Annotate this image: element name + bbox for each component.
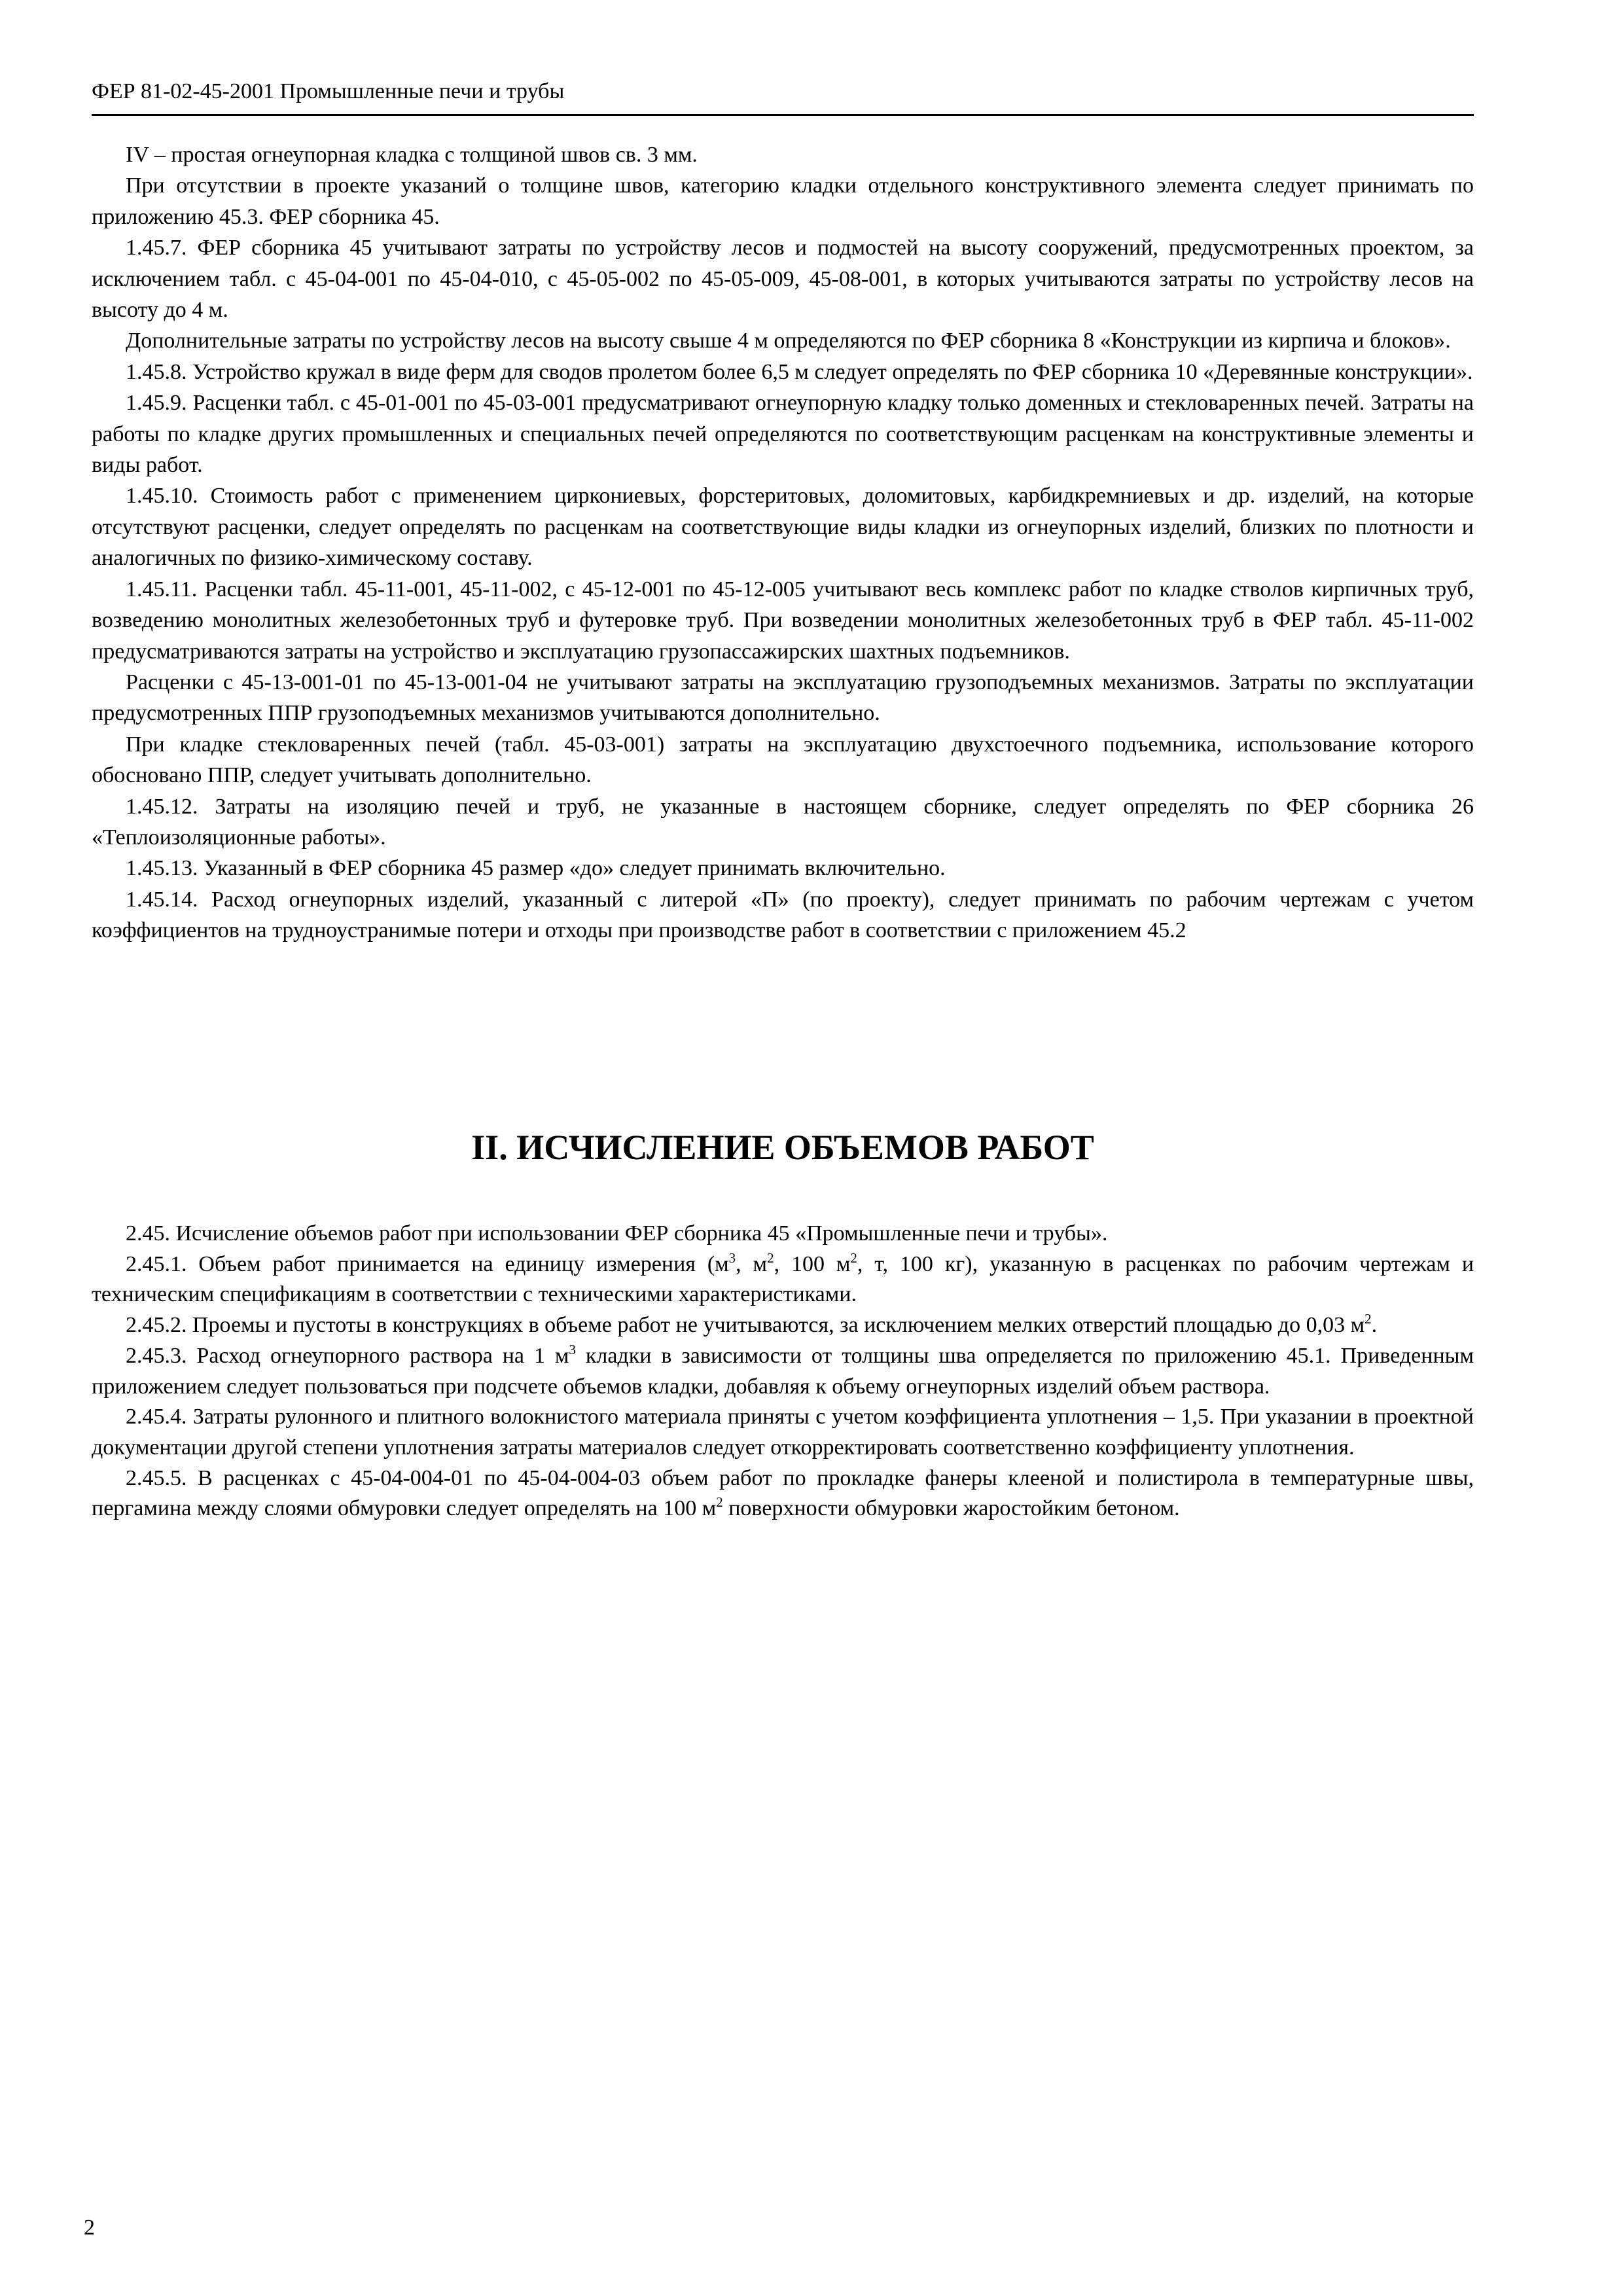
text-run: . [1371, 1313, 1378, 1338]
paragraph: 1.45.13. Указанный в ФЕР сборника 45 размер «до» следует принимать включительно. [126, 856, 946, 881]
text-run: , т, 100 кг), указанную в расценках по рабочим чертежам и техническим спецификациям в соответствии с техническими характеристиками. [92, 1251, 1474, 1307]
section-paragraph: 2.45.4. Затраты рулонного и плитного волокнистого материала приняты с учетом коэффициента уплотнения – 1,5. При указании в проектной документации другой степени уплотнения затраты материалов следует откорректировать соответственно коэффициенту уплотнения. [92, 1405, 1474, 1460]
paragraph: При кладке стекловаренных печей (табл. 45-03-001) затраты на эксплуатацию двухстоечного подъемника, использование которого обосновано ППР, следует учитывать дополнительно. [92, 732, 1474, 788]
section-text [92, 1219, 1474, 1524]
text-run: кладки в зависимости от толщины шва определяется по приложению 45.1. Приведенным приложением следует пользоваться при подсчете объемов кладки, добавляя к объему огнеупорных изделий объем раствора. [92, 1343, 1474, 1399]
text-run: 2.45.1. Объем работ принимается на единицу измерения (м [126, 1251, 729, 1276]
paragraph: 1.45.7. ФЕР сборника 45 учитывают затраты по устройству лесов и подмостей на высоту сооружений, предусмотренных проектом, за исключением табл. с 45-04-001 по 45-04-010, с 45-05-002 по 45-05-009, 45-08-001, в которых учитываются затраты по устройству лесов на высоту до 4 м. [92, 236, 1474, 323]
text-run: 2.45.5. В расценках с 45-04-004-01 по 45-04-004-03 объем работ по прокладке фанеры клееной и полистирола в температурные швы, пергамина между слоями обмуровки следует определять на 100 м [92, 1465, 1474, 1521]
superscript: 2 [767, 1249, 774, 1266]
paragraph: IV – простая огнеупорная кладка с толщиной швов св. 3 мм. [126, 143, 698, 167]
paragraph: 1.45.10. Стоимость работ с применением циркониевых, форстеритовых, доломитовых, карбидкремниевых и др. изделий, на которые отсутствуют расценки, следует определять по расценкам на соответствующие виды кладки из огнеупорных изделий, близких по плотности и аналогичных по физико-химическому составу. [92, 484, 1474, 571]
section-paragraph: 2.45. Исчисление объемов работ при использовании ФЕР сборника 45 «Промышленные печи и трубы». [126, 1221, 1108, 1246]
document-title: ФЕР 81-02-45-2001 Промышленные печи и трубы [92, 79, 565, 103]
section-paragraph [92, 1249, 1474, 1310]
page-header [92, 77, 1474, 116]
section-paragraph [92, 1463, 1474, 1524]
text-run: 2.45.3. Расход огнеупорного раствора на 1 м [126, 1343, 569, 1368]
paragraph: 1.45.8. Устройство кружал в виде ферм для сводов пролетом более 6,5 м следует определять по ФЕР сборника 10 «Деревянные конструкции». [126, 359, 1473, 384]
section-paragraph [92, 1310, 1474, 1341]
paragraph: 1.45.12. Затраты на изоляцию печей и труб, не указанные в настоящем сборнике, следует определять по ФЕР сборника 26 «Теплоизоляционные работы». [92, 794, 1474, 850]
superscript: 3 [728, 1249, 736, 1266]
body-text [92, 139, 1474, 946]
paragraph: При отсутствии в проекте указаний о толщине швов, категорию кладки отдельного конструктивного элемента следует принимать по приложению 45.3. ФЕР сборника 45. [92, 173, 1474, 229]
text-run: , 100 м [774, 1251, 851, 1276]
superscript: 2 [1364, 1311, 1372, 1327]
paragraph: 1.45.14. Расход огнеупорных изделий, указанный с литерой «П» (по проекту), следует принимать по рабочим чертежам с учетом коэффициентов на трудноустранимые потери и отходы при производстве работ в соответствии с приложением 45.2 [92, 887, 1474, 943]
text-run: 2.45.2. Проемы и пустоты в конструкциях в объеме работ не учитываются, за исключением мелких отверстий площадью до 0,03 м [126, 1313, 1365, 1338]
superscript: 2 [850, 1249, 857, 1266]
section-heading: II. ИСЧИСЛЕНИЕ ОБЪЕМОВ РАБОТ [471, 1128, 1094, 1167]
paragraph: 1.45.9. Расценки табл. с 45-01-001 по 45-03-001 предусматривают огнеупорную кладку только доменных и стекловаренных печей. Затраты на работы по кладке других промышленных и специальных печей определяются по соответствующим расценкам на конструктивные элементы и виды работ. [92, 391, 1474, 478]
superscript: 2 [716, 1494, 723, 1511]
paragraph: 1.45.11. Расценки табл. 45-11-001, 45-11-002, с 45-12-001 по 45-12-005 учитывают весь комплекс работ по кладке стволов кирпичных труб, возведению монолитных железобетонных труб и футеровке труб. При возведении монолитных железобетонных труб в ФЕР табл. 45-11-002 предусматриваются затраты на устройство и эксплуатацию грузопассажирских шахтных подъемников. [92, 577, 1474, 664]
superscript: 3 [569, 1341, 576, 1357]
text-run: , м [736, 1251, 768, 1276]
text-run: поверхности обмуровки жаростойким бетоном. [722, 1496, 1180, 1521]
section-paragraph [92, 1341, 1474, 1402]
page-number: 2 [84, 2215, 95, 2240]
paragraph: Расценки с 45-13-001-01 по 45-13-001-04 не учитывают затраты на эксплуатацию грузоподъемных механизмов. Затраты по эксплуатации предусмотренных ППР грузоподъемных механизмов учитываются дополнительно. [92, 670, 1474, 726]
paragraph: Дополнительные затраты по устройству лесов на высоту свыше 4 м определяются по ФЕР сборника 8 «Конструкции из кирпича и блоков». [126, 329, 1451, 353]
